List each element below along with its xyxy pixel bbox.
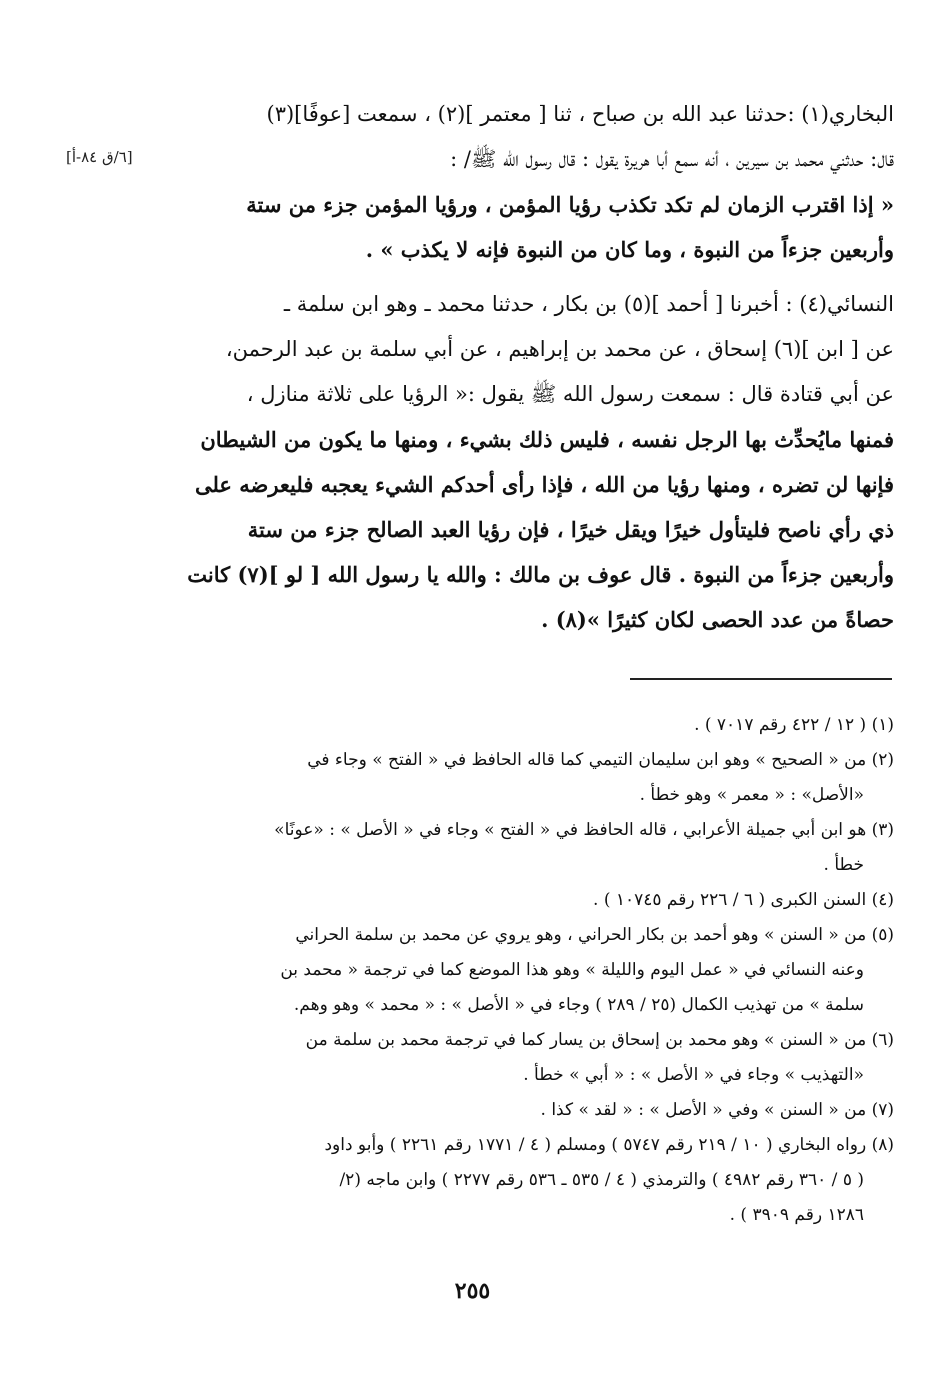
main-line: حصاةً من عدد الحصى لكان كثيرًا »(٨) . [541,607,894,632]
footnote-line: (٨) رواه البخاري ( ١٠ / ٢١٩ رقم ٥٧٤٧ ) ومسلم ( ٤ / ١٧٧١ رقم ٢٢٦١ ) وأبو داود [324,1135,894,1155]
main-line: فإنها لن تضره ، ومنها رؤيا من الله ، فإذا رأى أحدكم الشيء يعجبه فليعرضه على [194,472,894,497]
footnotes-block [182,708,894,1233]
footnote-line: (٥) من « السنن » وهو أحمد بن بكار الحراني ، وهو يروي عن محمد بن سلمة الحراني [295,925,894,945]
page-number: ٢٥٥ [454,1278,491,1304]
main-line: قال: حدثني محمد بن سيرين ، أنه سمع أبا هريرة يقول : قال رسول الله ﷺ/ : [450,147,894,171]
footnote-line: (٣) هو ابن أبي جميلة الأعرابي ، قاله الحافظ في « الفتح » وجاء في « الأصل » : «عونًا» [274,820,894,840]
main-line: عن أبي قتادة قال : سمعت رسول الله ﷺ يقول :« الرؤيا على ثلاثة منازل ، [246,382,894,406]
paragraph-gap [182,272,894,282]
footnote-divider [630,678,892,680]
footnote-line: (٢) من « الصحيح » وهو ابن سليمان التيمي كما قاله الحافظ في « الفتح » وجاء في [307,750,894,770]
footnote-line: (٦) من « السنن » وهو محمد بن إسحاق بن يسار كما في ترجمة محمد بن سلمة من [305,1030,894,1050]
main-line: وأربعين جزءاً من النبوة . قال عوف بن مالك : والله يا رسول الله [ لو ](٧) كانت [187,562,894,587]
main-line: « إذا اقترب الزمان لم تكد تكذب رؤيا المؤمن ، ورؤيا المؤمن جزء من ستة [246,192,894,217]
main-line: ذي رأي ناصح فليتأول خيرًا ويقل خيرًا ، فإن رؤيا العبد الصالح جزء من ستة [247,517,894,542]
footnote-line: ( ٥ / ٣٦٠ رقم ٤٩٨٢ ) والترمذي ( ٤ / ٥٣٥ ـ ٥٣٦ رقم ٢٢٧٧ ) وابن ماجه (٢/ [339,1170,864,1190]
footnote-line: «التهذيب » وجاء في « الأصل » : « أبي » خطأ . [523,1065,864,1085]
footnote-line: (١) ( ١٢ / ٤٢٢ رقم ٧٠١٧ ) . [694,715,894,735]
main-line: النسائي(٤) : أخبرنا [ أحمد ](٥) بن بكار ، حدثنا محمد ـ وهو ابن سلمة ـ [283,292,894,316]
footnote-line: (٤) السنن الكبرى ( ٦ / ٢٢٦ رقم ١٠٧٤٥ ) . [593,890,894,910]
main-line: البخاري(١) :حدثنا عبد الله بن صباح ، ثنا [ معتمر ](٢) ، سمعت [عوفًا](٣) [266,102,894,126]
main-line: عن [ ابن ](٦) إسحاق ، عن محمد بن إبراهيم ، عن أبي سلمة بن عبد الرحمن، [225,337,894,361]
main-line: فمنها مايُحدِّث بها الرجل نفسه ، فليس ذلك بشيء ، ومنها ما يكون من الشيطان [200,427,894,452]
main-text-block [182,92,894,642]
footnote-line: «الأصل» : « معمر » وهو خطأ . [639,785,864,805]
footnote-line: وعنه النسائي في « عمل اليوم والليلة » وهو هذا الموضع كما في ترجمة « محمد بن [280,960,864,980]
footnote-line: (٧) من « السنن » وفي « الأصل » : « لقد » كذا . [540,1100,894,1120]
footnote-line: خطأ . [823,855,864,875]
footnote-line: سلمة » من تهذيب الكمال (٢٥ / ٢٨٩ ) وجاء في « الأصل » : « محمد » وهو وهم. [293,995,864,1015]
margin-manuscript-reference: [٦/ق ٨٤-أ] [66,148,133,166]
main-line: وأربعين جزءاً من النبوة ، وما كان من النبوة فإنه لا يكذب » . [365,237,894,262]
footnote-line: ١٢٨٦ رقم ٣٩٠٩ ) . [729,1205,864,1225]
